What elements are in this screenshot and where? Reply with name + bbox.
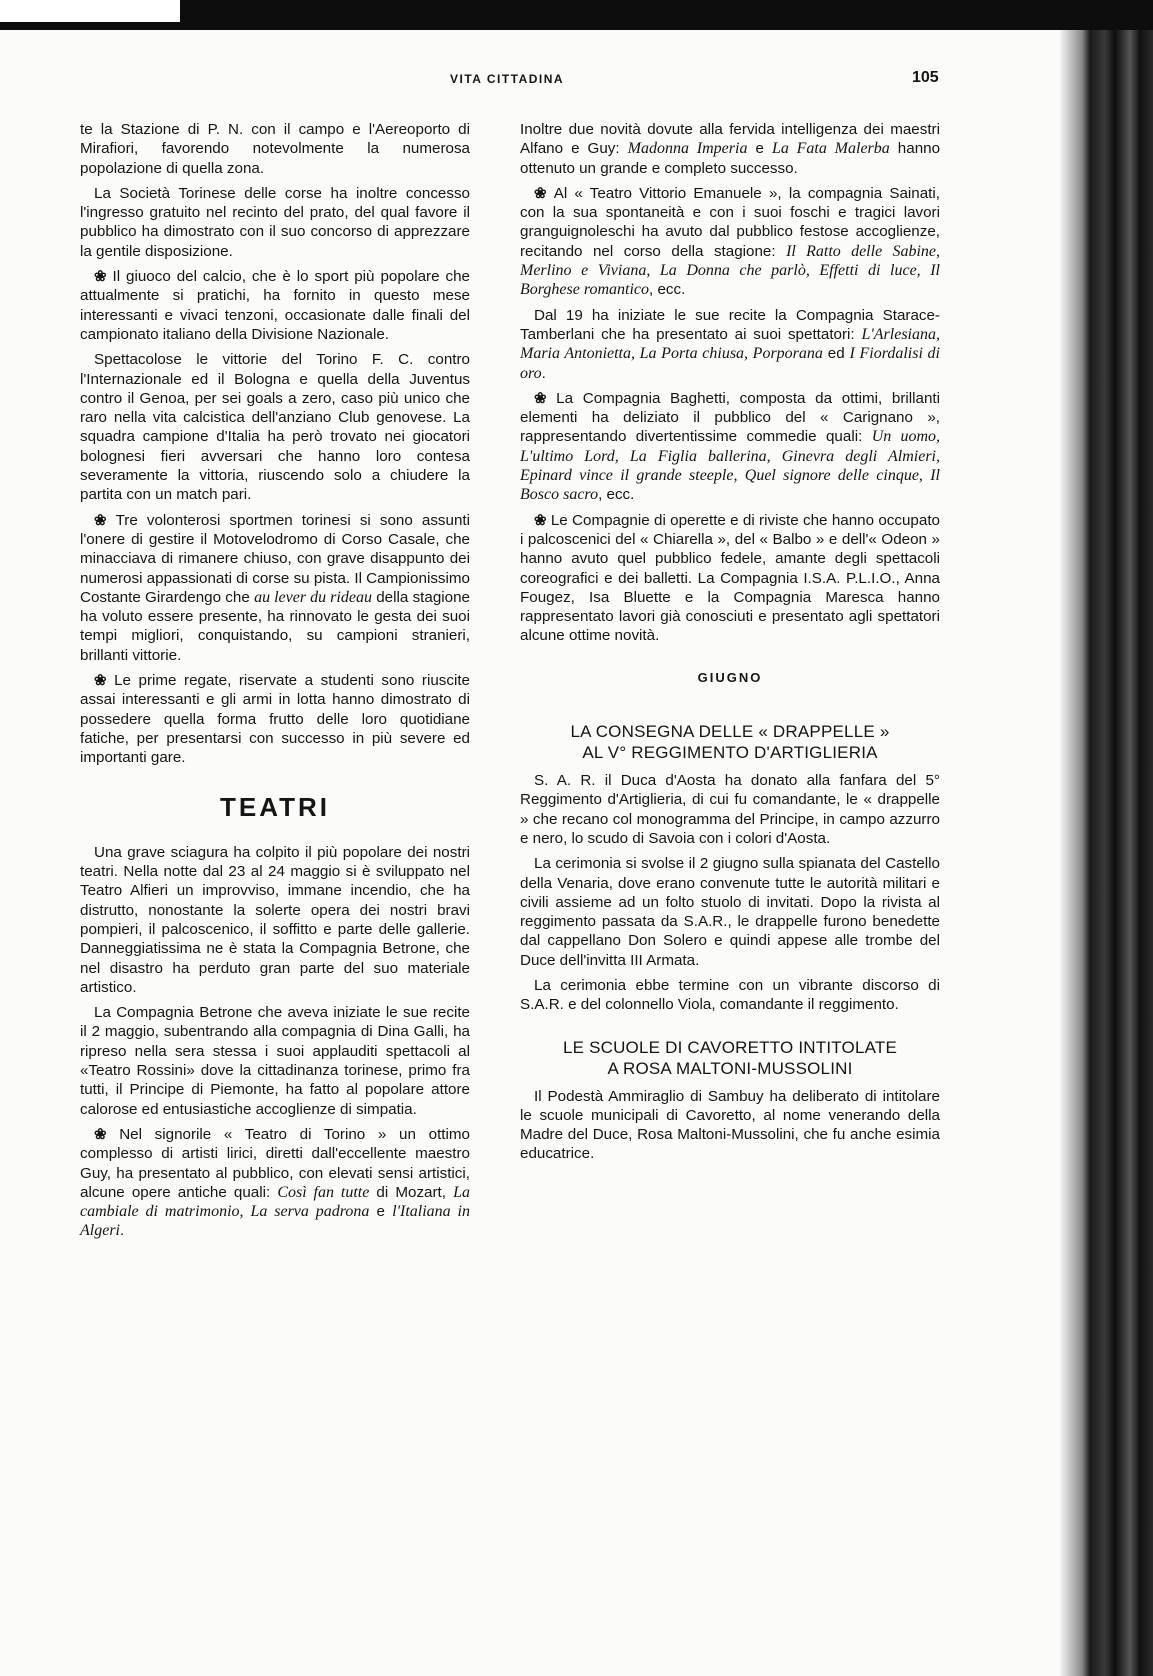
paragraph: ❀ Nel signorile « Teatro di Torino » un ottimo complesso di artisti lirici, diretti dall'eccellente maestro Guy, ha presentato al pubblico, con elevati sensi artistici, alcune opere antiche quali: Così fan tutte di Mozart, La cambiale di matrimonio, La serva padrona e l'Italiana in Algeri. (80, 1125, 470, 1240)
paragraph: Dal 19 ha iniziate le sue recite la Compagnia Starace-Tamberlani che ha presentato ai suoi spettatori: L'Arlesiana, Maria Antonietta, La Porta chiusa, Porporana ed I Fiordalisi di oro. (520, 306, 940, 382)
flower-mark-icon: ❀ (94, 672, 111, 690)
flower-mark-icon: ❀ (94, 511, 112, 529)
right-column (520, 120, 940, 1170)
flower-mark-icon: ❀ (94, 1125, 116, 1143)
paragraph: ❀ La Compagnia Baghetti, composta da ottimi, brillanti elementi ha deliziato il pubblico del « Carignano », rappresentando divertentissime commedie quali: Un uomo, L'ultimo Lord, La Figlia ballerina, Ginevra degli Almieri, Epinard vince il grande steeple, Quel signore delle cinque, Il Bosco sacro, ecc. (520, 389, 941, 504)
running-title: VITA CITTADINA (450, 72, 565, 86)
left-column (80, 120, 470, 1247)
flower-mark-icon: ❀ (534, 511, 547, 529)
page-number: 105 (912, 69, 939, 86)
paragraph: ❀ Al « Teatro Vittorio Emanuele », la compagnia Sainati, con la sua spontaneità e con i suoi foschi e tragici lavori granguignoleschi ha avuto dal pubblico festose accoglienze, recitando nel corso della stagione: Il Ratto delle Sabine, Merlino e Viviana, La Donna che parlò, Effetti di luce, Il Borghese romantico, ecc. (520, 184, 940, 299)
paragraph: ❀ Il giuoco del calcio, che è lo sport più popolare che attualmente si pratichi, ha fornito in questo mese interessanti e vivaci tenzoni, occasionate dalle finali del campionato italiano della Divisione Nazionale. (80, 268, 470, 343)
paragraph: ❀ Tre volonterosi sportmen torinesi si sono assunti l'onere di gestire il Motovelodromo di Corso Casale, che minacciava di rimanere chiuso, con grave disappunto dei numerosi appassionati di corse su pista. Il Campionissimo Costante Girardengo che au lever du rideau della stagione ha voluto essere presente, ha rinnovato le gesta dei suoi tempi migliori, conquistando, su campioni stranieri, brillanti vittorie. (80, 511, 470, 664)
paragraph: te la Stazione di P. N. con il campo e l'Aereoporto di Mirafiori, favorendo notevolmente la numerosa popolazione di quella zona. (80, 121, 470, 177)
paragraph: Il Podestà Ammiraglio di Sambuy ha deliberato di intitolare le scuole municipali di Cavoretto, al nome venerando della Madre del Duce, Rosa Maltoni-Mussolini, che fu anche esimia educatrice. (520, 1087, 940, 1163)
flower-mark-icon: ❀ (94, 268, 109, 286)
paragraph: La Società Torinese delle corse ha inoltre concesso l'ingresso gratuito nel recinto del prato, del qual favore il pubblico ha dimostrato con il suo concorso di apprezzare la gentile disposizione. (80, 184, 470, 260)
paragraph: ❀ Le Compagnie di operette e di riviste che hanno occupato i palcoscenici del « Chiarella », del « Balbo » e dell'« Odeon » hanno avuto quel pubblico fedele, amante degli spettacoli coreografici e dei balletti. La Compagnia I.S.A. P.L.I.O., Anna Fougez, Isa Bluette e la Compagnia Maresca hanno rappresentato lavori già conosciuti e presentato agli spettatori alcune ottime novità. (520, 511, 940, 645)
section-heading-teatri: TEATRI (220, 791, 330, 822)
month-heading: GIUGNO (697, 669, 763, 685)
paragraph: La Compagnia Betrone che aveva iniziate le sue recite il 2 maggio, subentrando alla compagnia di Dina Galli, ha ripreso nella sera stessa i suoi applauditi spettacoli al «Teatro Rossini» dove la cittadinanza torinese, primo fra tutti, il Principe di Piemonte, ha fatto al popolare attore calorose ed entusiastiche accoglienze di simpatia. (80, 1004, 470, 1118)
paragraph: Spettacolose le vittorie del Torino F. C. contro l'Internazionale ed il Bologna e quella della Juventus contro il Genoa, per sei goals a zero, caso più unico che raro nella vita calcistica dell'anziano Club genovese. La squadra campione d'Italia ha però trovato nei giocatori bolognesi fieri avversari che hanno loro contesa severamente la vittoria, riuscendo solo a chiudere la partita con un match pari. (80, 351, 470, 504)
page-header (0, 69, 1060, 96)
paragraph: La cerimonia si svolse il 2 giugno sulla spianata del Castello della Venaria, dove erano convenute tutte le autorità militari e civili assieme ad un folto stuolo di invitati. Dopo la rivista al reggimento passata da S.A.R., le drappelle furono benedette dal cappellano Don Solero e quindi appese alle trombe del Duce dell'invitta III Armata. (520, 855, 940, 969)
scan-top-tab (0, 0, 180, 22)
paragraph: ❀ Le prime regate, riservate a studenti sono riuscite assai interessanti e gli armi in lotta hanno dimostrato di possedere quella forma frutto delle loro quotidiane fatiche, per presentarsi con successo in più severe ed importanti gare. (80, 672, 470, 767)
paragraph: La cerimonia ebbe termine con un vibrante discorso di S.A.R. e del colonnello Viola, comandante il reggimento. (520, 976, 940, 1014)
article-title: LA CONSEGNA DELLE « DRAPPELLE » AL V° REGGIMENTO D'ARTIGLIERIA (570, 722, 890, 763)
flower-mark-icon: ❀ (534, 184, 550, 202)
paragraph: Una grave sciagura ha colpito il più popolare dei nostri teatri. Nella notte dal 23 al 24 maggio si è sviluppato nel Teatro Alfieri un improvviso, immane incendio, che ha distrutto, nonostante la solerte opera dei nostri bravi pompieri, il palcoscenico, il soffitto e parte delle gallerie. Danneggiatissima ne è stata la Compagnia Betrone, che nel disastro ha perduto gran parte del suo materiale artistico. (80, 843, 470, 996)
flower-mark-icon: ❀ (534, 389, 553, 407)
paragraph: Inoltre due novità dovute alla fervida intelligenza dei maestri Alfano e Guy: Madonna Imperia e La Fata Malerba hanno ottenuto un grande e completo successo. (520, 121, 941, 177)
paragraph: S. A. R. il Duca d'Aosta ha donato alla fanfara del 5° Reggimento d'Artiglieria, di cui fu comandante, le « drappelle » che recano col monogramma del Principe, in campo azzurro e nero, lo scudo di Savoia con i colori d'Aosta. (520, 772, 940, 847)
book-spine-edge (1060, 30, 1153, 1676)
article-title: LE SCUOLE DI CAVORETTO INTITOLATE A ROSA MALTONI-MUSSOLINI (562, 1037, 898, 1078)
